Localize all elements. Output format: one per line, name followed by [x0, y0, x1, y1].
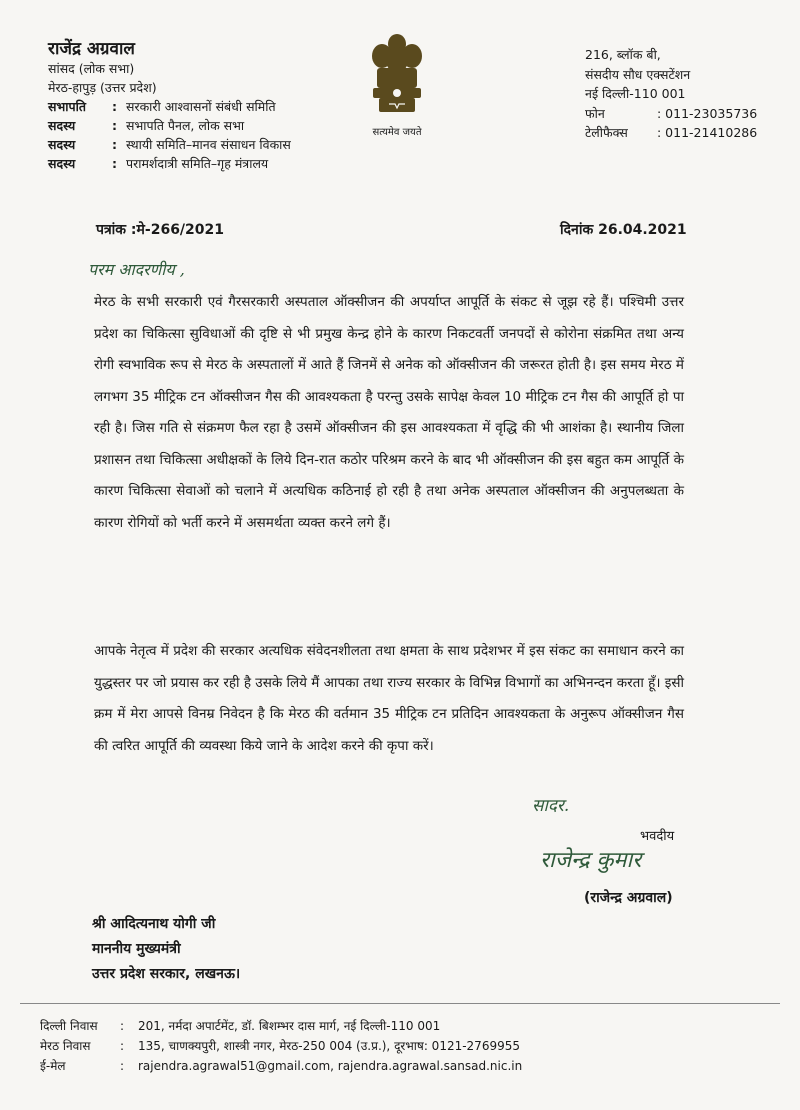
fax-line: टेलीफैक्स : 011-21410286 [585, 125, 758, 140]
emblem-motto: सत्यमेव जयते [372, 127, 422, 138]
footer-row: दिल्ली निवास : 201, नर्मदा अपार्टमेंट, डॉ. बिशम्भर दास मार्ग, नई दिल्ली-110 001 [40, 1019, 441, 1033]
address-line: संसदीय सौध एक्सटेंशन [585, 66, 691, 82]
recipient-line: श्री आदित्यनाथ योगी जी [92, 916, 216, 932]
footer-row: मेरठ निवास : 135, चाणक्यपुरी, शास्त्री नगर, मेरठ-250 004 (उ.प्र.), दूरभाष: 0121-2769955 [40, 1039, 520, 1053]
footer-row: ई-मेल : rajendra.agrawal51@gmail.com, rajendra.agrawal.sansad.nic.in [40, 1059, 523, 1073]
designation-row: सभापति : सरकारी आश्वासनों संबंधी समिति [48, 99, 276, 114]
office-address [585, 45, 757, 143]
recipient-line: माननीय मुख्यमंत्री [92, 941, 181, 957]
address-line: नई दिल्ली-110 001 [585, 86, 686, 101]
letter-date: दिनांक 26.04.2021 [560, 222, 687, 238]
body-paragraph-2: आपके नेतृत्व में प्रदेश की सरकार अत्यधिक संवेदनशीलता तथा क्षमता के साथ प्रदेशभर में इस संकट का समाधान करने का युद्धस्तर पर जो प्रयास कर रही है उसके लिये मैं आपका तथा राज्य सरकार के विभिन्न विभागों का अभिनन्दन करता हूँ। इसी क्रम में मेरा आपसे विनम्र निवेदन है कि मेरठ की वर्तमान 35 मीट्रिक टन प्रतिदिन आवश्यकता के अनुरूप ऑक्सीजन गैस की त्वरित आपूर्ति की व्यवस्था किये जाने के आदेश करने की कृपा करें। [94, 643, 684, 754]
lion-capital-icon [367, 30, 427, 122]
phone-line: फोन : 011-23035736 [585, 105, 758, 121]
body-paragraph-1: मेरठ के सभी सरकारी एवं गैरसरकारी अस्पताल ऑक्सीजन की अपर्याप्त आपूर्ति के संकट से जूझ रहे हैं। पश्चिमी उत्तर प्रदेश का चिकित्सा सुविधाओं की दृष्टि से भी प्रमुख केन्द्र होने के कारण निकटवर्ती जनपदों से कोरोना संक्रमित तथा अन्य रोगी स्वभाविक रूप से मेरठ के अस्पतालों में आते हैं जिनमें से अनेक को ऑक्सीजन की जरूरत होती है। इस समय मेरठ में लगभग 35 मीट्रिक टन ऑक्सीजन गैस की आवश्यकता है परन्तु उसके सापेक्ष केवल 10 मीट्रिक टन गैस की आपूर्ति हो पा रही है। जिस गति से संक्रमण फैल रहा है उसमें ऑक्सीजन की इस आवश्यकता में वृद्धि की भी आशंका है। स्थानीय जिला प्रशासन तथा चिकित्सा अधीक्षकों के लिये दिन-रात कठोर परिश्रम करने के बाद भी ऑक्सीजन की इस बहुत कम आपूर्ति के कारण चिकित्सा सेवाओं को चलाने में अत्यधिक कठिनाई हो रही है तथा अनेक अस्पताल ऑक्सीजन की अनुपलब्धता के कारण रोगियों को भर्ती करने में असमर्थता व्यक्त करने लगे हैं। [94, 294, 684, 531]
closing-text: भवदीय [640, 829, 675, 844]
footer-divider [20, 1003, 780, 1004]
designation-row: मेरठ-हापुड़ (उत्तर प्रदेश) [48, 80, 157, 95]
letter-reference: पत्रांक :मे-266/2021 [96, 222, 225, 238]
sender-name: (राजेन्द्र अग्रवाल) [584, 890, 673, 906]
recipient-line: उत्तर प्रदेश सरकार, लखनऊ। [92, 966, 241, 982]
handwritten-salutation: परम आदरणीय , [88, 260, 185, 279]
designation-row: सदस्य : स्थायी समिति–मानव संसाधन विकास [48, 137, 291, 152]
signature: राजेन्द्र कुमार [540, 848, 642, 873]
mp-name: राजेंद्र अग्रवाल [48, 39, 135, 59]
designation-row: सदस्य : सभापति पैनल, लोक सभा [48, 118, 245, 133]
designation-row: सांसद (लोक सभा) [48, 61, 135, 76]
national-emblem [352, 30, 442, 140]
designation-list [48, 59, 291, 173]
email-text: rajendra.agrawal51@gmail.com, rajendra.agrawal.sansad.nic.in [138, 1059, 523, 1073]
address-line: 216, ब्लॉक बी, [585, 47, 661, 62]
footer-contact [40, 1016, 522, 1076]
recipient-block [92, 912, 240, 987]
designation-row: सदस्य : परामर्शदात्री समिति–गृह मंत्रालय [48, 156, 269, 171]
handwritten-regards: सादर. [532, 796, 570, 816]
